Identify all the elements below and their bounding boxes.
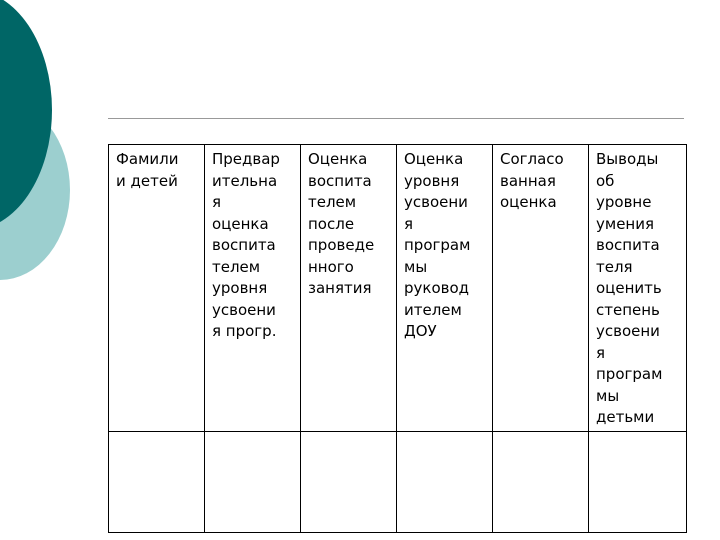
table-header-row [109,145,687,432]
table-cell[interactable] [109,432,205,533]
table-row [109,432,687,533]
assessment-table [108,144,687,533]
table-cell[interactable] [397,432,493,533]
table-cell[interactable] [301,432,397,533]
header-cell-teacher-assessment: Оценка воспита телем после проведе нного занятия [301,145,397,432]
header-cell-head-assessment: Оценка уровня усвоени я програм мы руковод ителем ДОУ [397,145,493,432]
header-cell-preliminary-assessment: Предвар ительна я оценка воспита телем уровня усвоени я прогр. [205,145,301,432]
title-divider [108,118,684,119]
table-cell[interactable] [493,432,589,533]
table-cell[interactable] [205,432,301,533]
header-cell-agreed-assessment: Согласо ванная оценка [493,145,589,432]
table-cell[interactable] [589,432,687,533]
header-cell-conclusions: Выводы об уровне умения воспита теля оценить степень усвоени я програм мы детьми [589,145,687,432]
header-cell-surname: Фамили и детей [109,145,205,432]
